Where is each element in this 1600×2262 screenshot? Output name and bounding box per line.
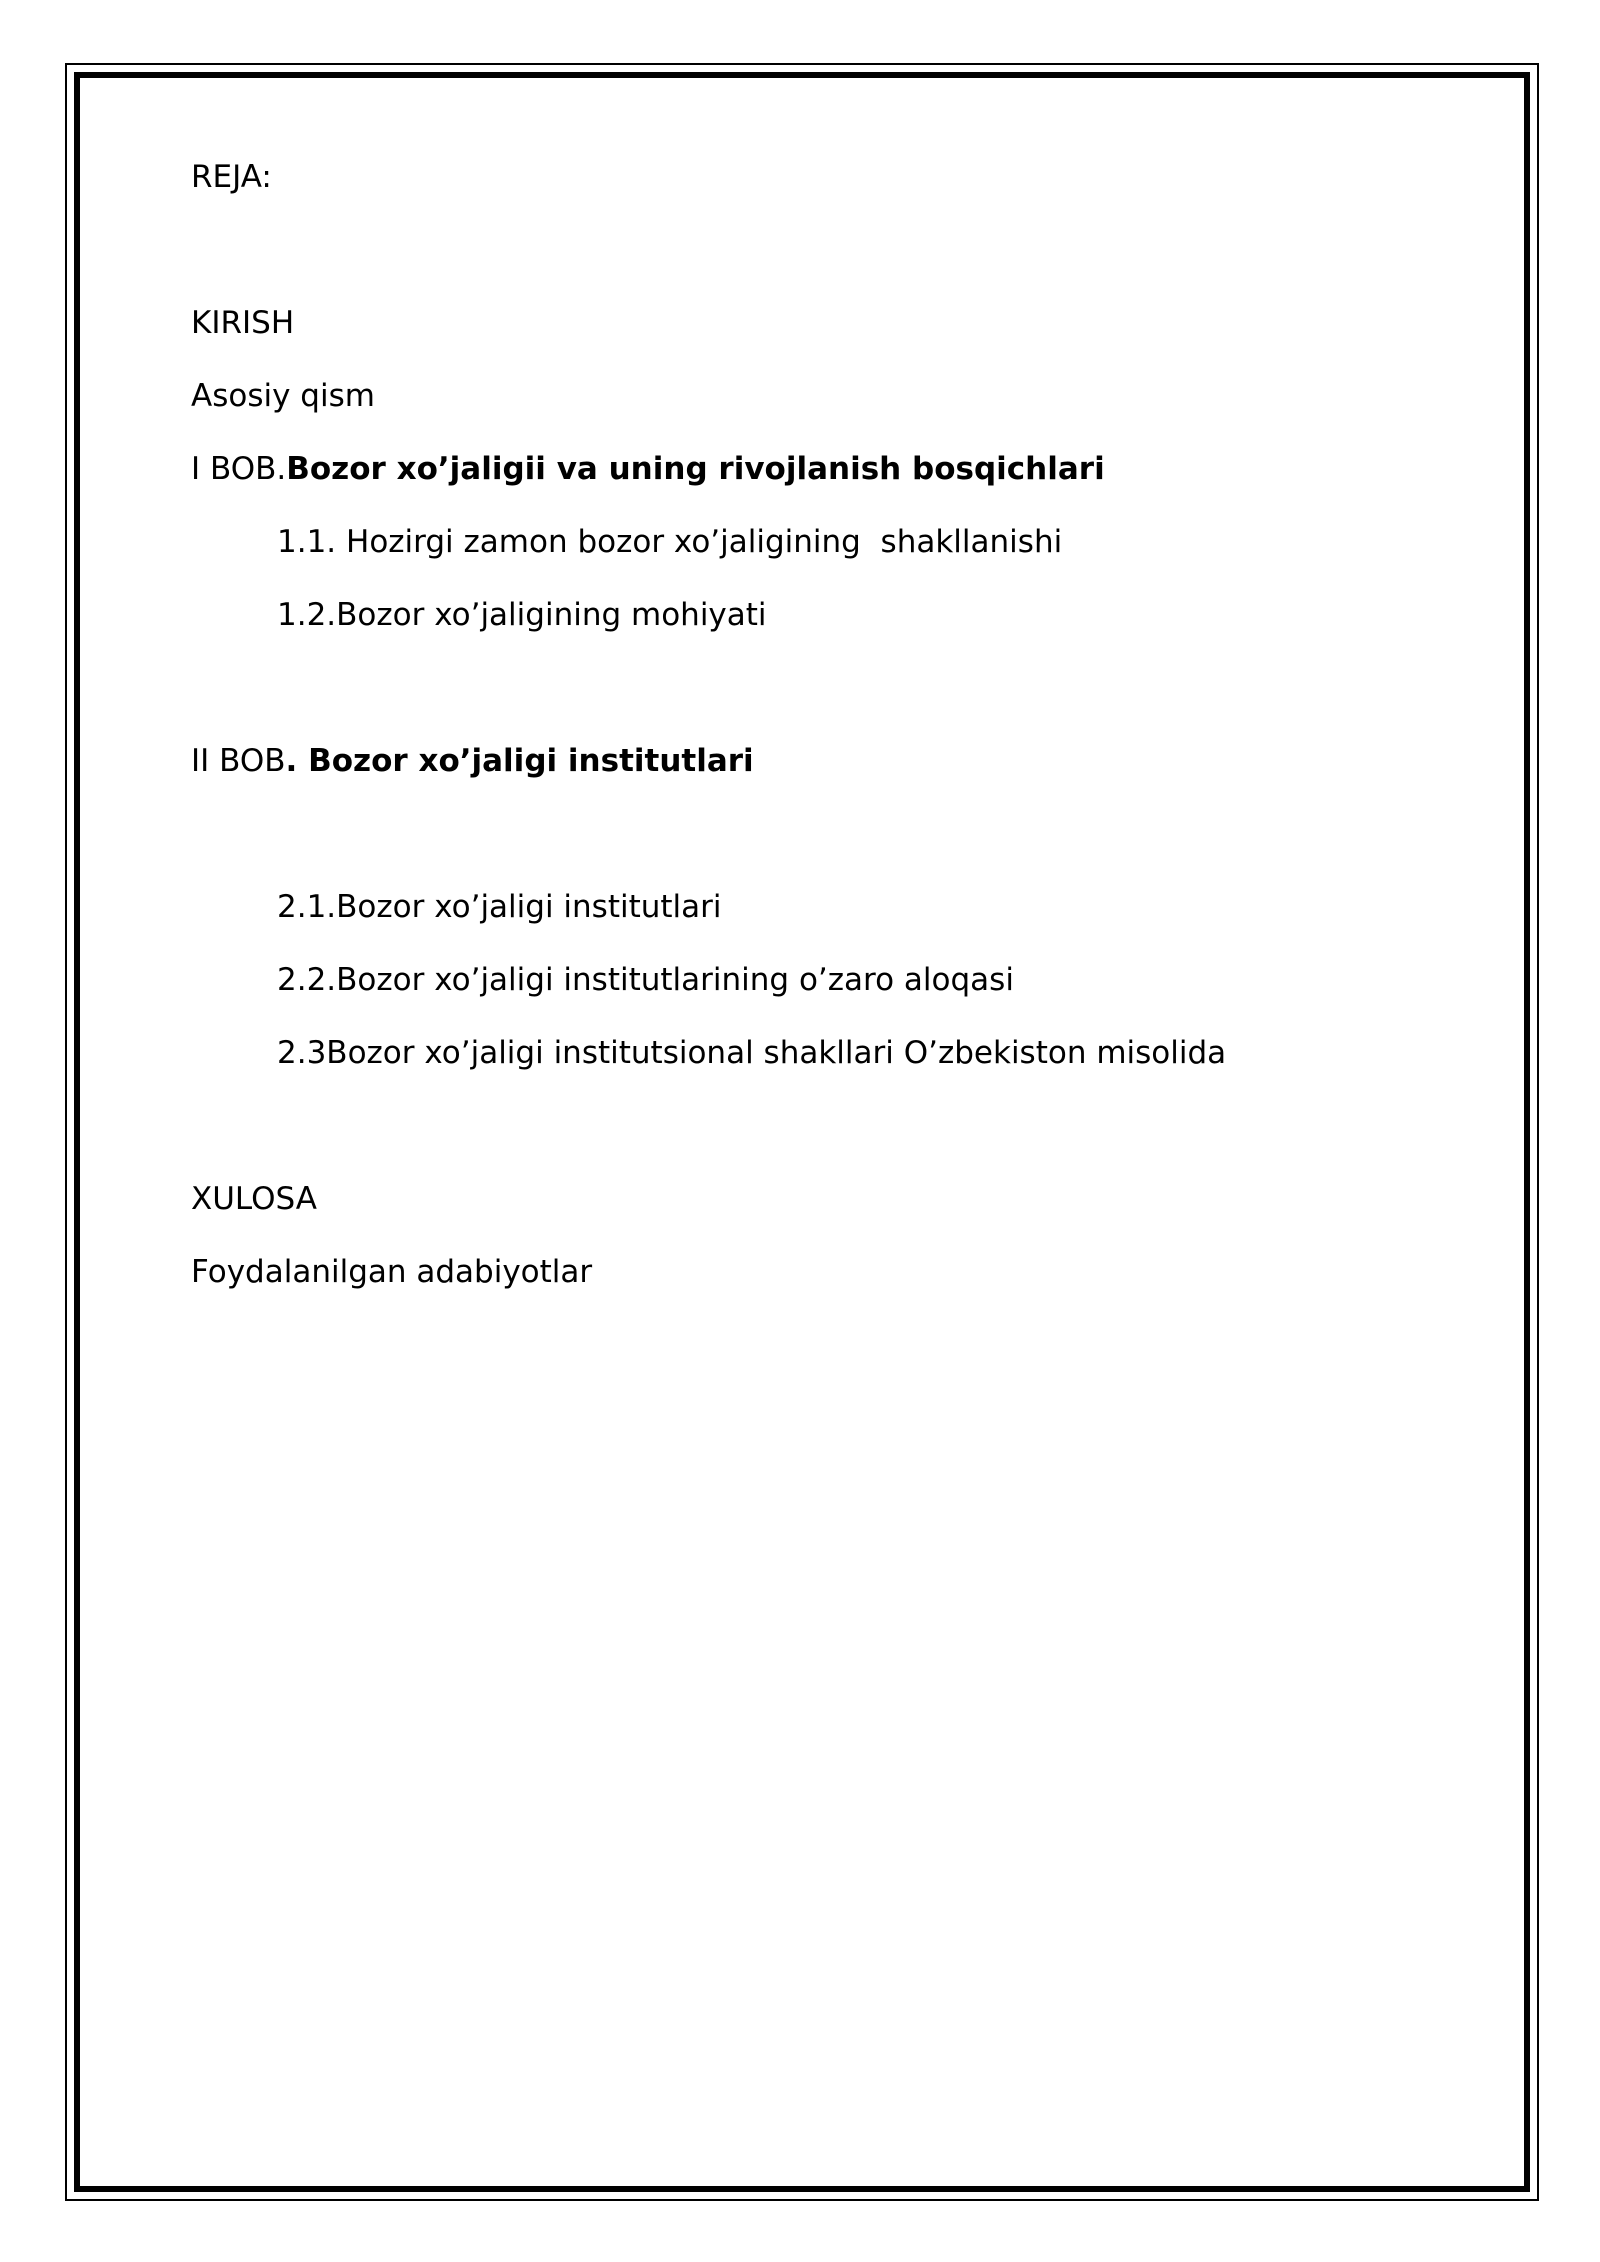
section-1-2: 1.2.Bozor xo’jaligining mohiyati — [277, 597, 767, 633]
chapter-2-prefix: II BOB — [191, 743, 286, 779]
section-2-1: 2.1.Bozor xo’jaligi institutlari — [277, 889, 722, 925]
plan-heading: REJA: — [191, 159, 272, 195]
references-heading: Foydalanilgan adabiyotlar — [191, 1254, 593, 1290]
chapter-1-prefix: I BOB. — [191, 451, 287, 487]
conclusion-heading: XULOSA — [191, 1181, 317, 1217]
chapter-2-heading — [191, 743, 754, 779]
intro-heading: KIRISH — [191, 305, 295, 341]
chapter-1-heading — [191, 451, 1105, 487]
main-part-heading: Asosiy qism — [191, 378, 375, 414]
chapter-2-title: . Bozor xo’jaligi institutlari — [285, 743, 754, 779]
section-1-1: 1.1. Hozirgi zamon bozor xo’jaligining shakllanishi — [277, 524, 1063, 560]
section-2-2: 2.2.Bozor xo’jaligi institutlarining o’zaro aloqasi — [277, 962, 1014, 998]
chapter-1-title: Bozor xo’jaligii va uning rivojlanish bosqichlari — [286, 451, 1105, 487]
section-2-3: 2.3Bozor xo’jaligi institutsional shakllari O’zbekiston misolida — [277, 1035, 1227, 1071]
